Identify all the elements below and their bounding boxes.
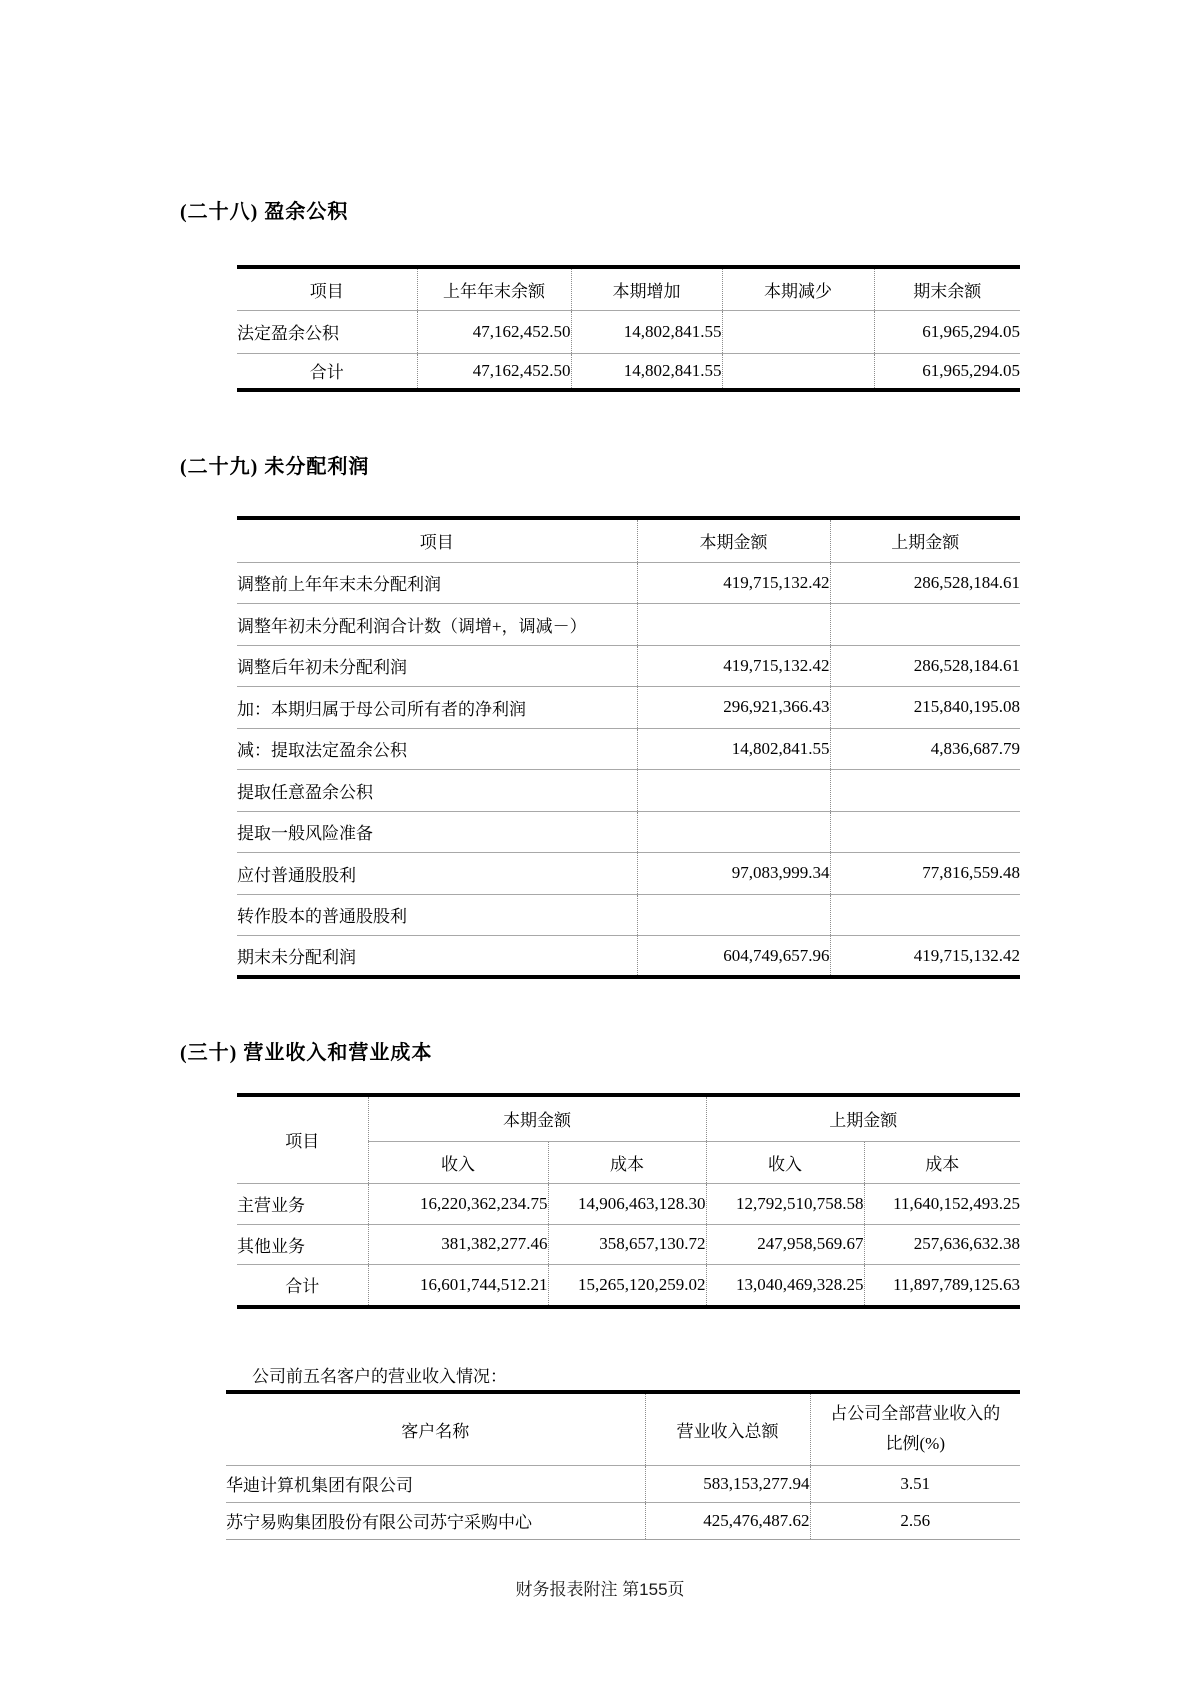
value-cell: 61,965,294.05 [874,310,1020,353]
value-cell: 12,792,510,758.58 [706,1183,864,1224]
table-row [237,853,1020,895]
header-cell: 客户名称 [226,1392,645,1465]
header-group-cell: 本期金额 [368,1095,706,1141]
value-cell [830,894,1020,936]
header-cell [810,1392,1020,1465]
table-header-row [226,1392,1020,1465]
value-cell: 47,162,452.50 [417,310,571,353]
value-cell: 419,715,132.42 [830,936,1020,978]
value-cell: 13,040,469,328.25 [706,1264,864,1307]
value-cell: 3.51 [810,1465,1020,1502]
value-cell: 286,528,184.61 [830,562,1020,604]
table-total-row [237,353,1020,390]
customer-name: 苏宁易购集团股份有限公司苏宁采购中心 [226,1513,532,1532]
table-row [237,562,1020,604]
header-cell: 上期金额 [830,518,1020,562]
row-label: 期末未分配利润 [237,948,356,967]
value-cell [830,604,1020,646]
value-cell [830,770,1020,812]
value-cell: 97,083,999.34 [637,853,830,895]
value-cell: 358,657,130.72 [548,1224,706,1264]
surplus-reserve-table [237,265,1020,392]
section-title-undistributed-profit: (二十九) 未分配利润 [180,456,370,478]
section-title-surplus-reserve: (二十八) 盈余公积 [180,201,349,223]
value-cell: 77,816,559.48 [830,853,1020,895]
header-cell: 收入 [706,1141,864,1183]
value-cell: 14,802,841.55 [571,353,722,390]
table-row [237,604,1020,646]
row-label: 调整年初未分配利润合计数（调增+，调减－） [237,604,637,646]
top-customers-intro: 公司前五名客户的营业收入情况： [252,1367,507,1386]
table-row [237,310,1020,353]
value-cell: 14,802,841.55 [571,310,722,353]
table-row [237,770,1020,812]
operating-revenue-cost-table [237,1093,1020,1309]
header-cell: 成本 [548,1141,706,1183]
row-label: 调整前上年年末未分配利润 [237,562,637,604]
header-cell: 项目 [237,1095,368,1183]
value-cell: 583,153,277.94 [645,1465,810,1502]
customer-name: 华迪计算机集团有限公司 [226,1465,645,1502]
header-group-cell: 上期金额 [706,1095,1020,1141]
value-cell: 11,897,789,125.63 [864,1264,1020,1307]
table-row [226,1465,1020,1502]
table-total-row [237,936,1020,978]
row-label: 合计 [309,363,344,383]
value-cell: 286,528,184.61 [830,645,1020,687]
value-cell: 604,749,657.96 [637,936,830,978]
row-label: 法定盈余公积 [237,310,417,353]
row-label: 合计 [285,1277,320,1297]
header-cell: 成本 [864,1141,1020,1183]
value-cell [637,811,830,853]
table-row [237,687,1020,729]
header-cell: 收入 [368,1141,548,1183]
header-cell: 项目 [237,267,417,310]
value-cell: 14,802,841.55 [637,728,830,770]
value-cell: 381,382,277.46 [368,1224,548,1264]
header-cell: 本期增加 [571,267,722,310]
top-customers-table [226,1390,1020,1540]
value-cell: 257,636,632.38 [864,1224,1020,1264]
value-cell [637,770,830,812]
table-row [237,645,1020,687]
value-cell: 14,906,463,128.30 [548,1183,706,1224]
value-cell: 4,836,687.79 [830,728,1020,770]
header-cell: 项目 [237,518,637,562]
value-cell: 425,476,487.62 [645,1502,810,1539]
row-label: 加：本期归属于母公司所有者的净利润 [237,687,637,729]
table-total-row [237,1264,1020,1307]
value-cell [637,604,830,646]
table-row [237,1183,1020,1224]
section-title-operating-revenue-cost: (三十) 营业收入和营业成本 [180,1042,433,1064]
row-label: 提取一般风险准备 [237,811,637,853]
value-cell [830,811,1020,853]
header-cell: 期末余额 [874,267,1020,310]
page-footer: 财务报表附注 第155页 [515,1580,685,1599]
value-cell: 16,220,362,234.75 [368,1183,548,1224]
value-cell [637,894,830,936]
header-line-2: 比例(%) [885,1434,945,1454]
value-cell: 11,640,152,493.25 [864,1183,1020,1224]
undistributed-profit-table [237,516,1020,979]
header-cell: 本期金额 [637,518,830,562]
value-cell: 419,715,132.42 [637,562,830,604]
value-cell [722,310,874,353]
value-cell [722,353,874,390]
value-cell: 419,715,132.42 [637,645,830,687]
row-label: 转作股本的普通股股利 [237,894,637,936]
value-cell: 16,601,744,512.21 [368,1264,548,1307]
row-label: 减：提取法定盈余公积 [237,728,637,770]
table-row [237,728,1020,770]
row-label: 提取任意盈余公积 [237,770,637,812]
header-cell: 上年年末余额 [417,267,571,310]
value-cell: 47,162,452.50 [417,353,571,390]
row-label: 调整后年初未分配利润 [237,645,637,687]
row-label: 其他业务 [237,1224,368,1264]
table-row [226,1502,1020,1539]
value-cell: 296,921,366.43 [637,687,830,729]
table-row [237,811,1020,853]
table-header-group-row [237,1095,1020,1141]
header-line-1: 占公司全部营业收入的 [830,1404,1001,1424]
header-cell: 本期减少 [722,267,874,310]
value-cell: 61,965,294.05 [874,353,1020,390]
value-cell: 247,958,569.67 [706,1224,864,1264]
row-label: 主营业务 [237,1183,368,1224]
value-cell: 215,840,195.08 [830,687,1020,729]
table-header-row [237,518,1020,562]
value-cell: 15,265,120,259.02 [548,1264,706,1307]
table-row [237,1224,1020,1264]
table-row [237,894,1020,936]
row-label: 应付普通股股利 [237,853,637,895]
table-header-row [237,267,1020,310]
header-cell: 营业收入总额 [645,1392,810,1465]
value-cell: 2.56 [810,1502,1020,1539]
